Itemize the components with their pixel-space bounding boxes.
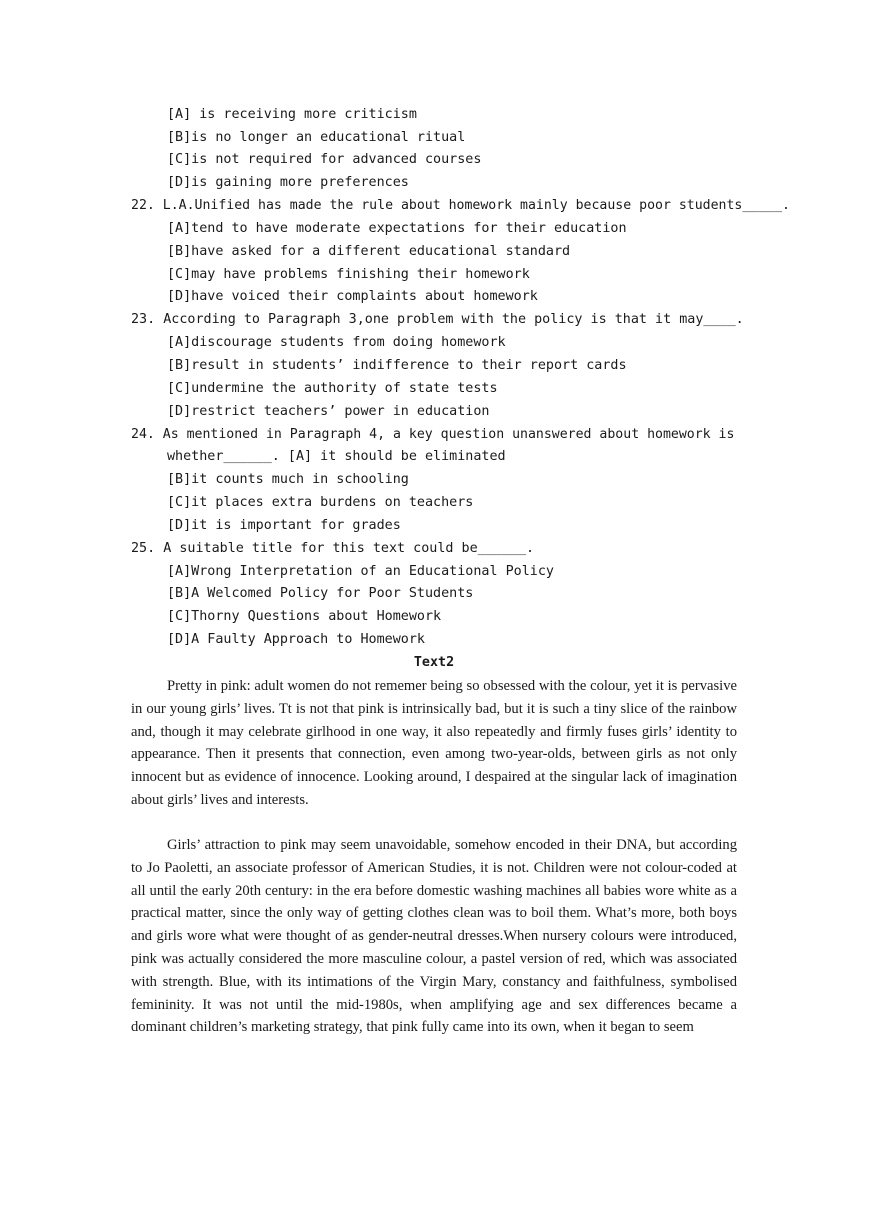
q21-option-b: [B]is no longer an educational ritual bbox=[167, 130, 466, 145]
q24-option-c: [C]it places extra burdens on teachers bbox=[167, 495, 474, 510]
q25-stem: 25. A suitable title for this text could be______. bbox=[131, 541, 535, 556]
text2-paragraph-1: Pretty in pink: adult women do not rememer being so obsessed with the colour, yet it is pervasive in our young girls’ lives. Tt is not that pink is intrinsically bad, but it is such a tiny slice of the rainbow and, though it may celebrate girlhood in one way, it also repeatedly and firmly fuses girls’ identity to appearance. Then it presents that connection, even among two-year-olds, between girls as not only innocent but as evidence of innocence. Looking around, I despaired at the singular lack of imagination about girls’ lives and interests. bbox=[131, 678, 737, 808]
q22-option-c: [C]may have problems finishing their homework bbox=[167, 267, 530, 282]
q25-option-d: [D]A Faulty Approach to Homework bbox=[167, 632, 425, 647]
q23-option-c: [C]undermine the authority of state tests bbox=[167, 381, 498, 396]
q22-stem: 22. L.A.Unified has made the rule about homework mainly because poor students_____. bbox=[131, 198, 790, 213]
q24-option-b: [B]it counts much in schooling bbox=[167, 472, 409, 487]
q21-option-c: [C]is not required for advanced courses bbox=[167, 152, 482, 167]
q22-option-d: [D]have voiced their complaints about homework bbox=[167, 289, 538, 304]
q23-option-d: [D]restrict teachers’ power in education bbox=[167, 404, 490, 419]
q21-option-a: [A] is receiving more criticism bbox=[167, 107, 417, 122]
q21-option-d: [D]is gaining more preferences bbox=[167, 175, 409, 190]
q24-stem-continued: whether______. [A] it should be eliminated bbox=[167, 449, 506, 464]
q23-stem: 23. According to Paragraph 3,one problem with the policy is that it may____. bbox=[131, 312, 744, 327]
q22-option-a: [A]tend to have moderate expectations for their education bbox=[167, 221, 627, 236]
section-title-text2: Text2 bbox=[413, 655, 455, 670]
q22-option-b: [B]have asked for a different educational standard bbox=[167, 244, 571, 259]
q23-option-a: [A]discourage students from doing homework bbox=[167, 335, 506, 350]
q23-option-b: [B]result in students’ indifference to their report cards bbox=[167, 358, 627, 373]
q25-option-c: [C]Thorny Questions about Homework bbox=[167, 609, 442, 624]
q25-option-b: [B]A Welcomed Policy for Poor Students bbox=[167, 586, 474, 601]
q25-option-a: [A]Wrong Interpretation of an Educational Policy bbox=[167, 564, 554, 579]
q24-option-d: [D]it is important for grades bbox=[167, 518, 401, 533]
q24-stem: 24. As mentioned in Paragraph 4, a key question unanswered about homework is bbox=[131, 427, 735, 442]
text2-paragraph-2: Girls’ attraction to pink may seem unavoidable, somehow encoded in their DNA, but according to Jo Paoletti, an associate professor of American Studies, it is not. Children were not colour-coded at all until the early 20th century: in the era before domestic washing machines all babies wore white as a practical matter, since the only way of getting clothes clean was to boil them. What’s more, both boys and girls wore what were thought of as gender-neutral dresses.When nursery colours were introduced, pink was actually considered the more masculine colour, a pastel version of red, which was associated with strength. Blue, with its intimations of the Virgin Mary, constancy and faithfulness, symbolised femininity. It was not until the mid-1980s, when amplifying age and sex differences became a dominant children’s marketing strategy, that pink fully came into its own, when it began to seem bbox=[131, 837, 737, 1036]
